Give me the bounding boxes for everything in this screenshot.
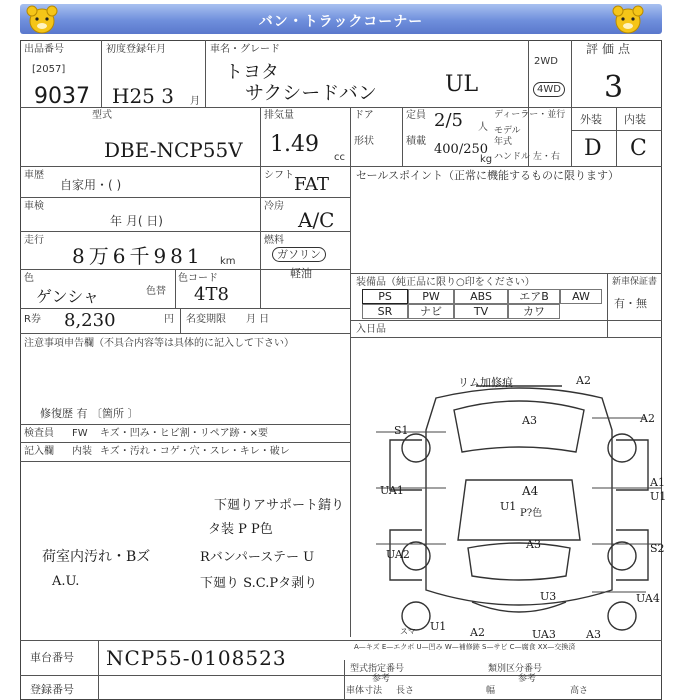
divider	[20, 640, 662, 641]
ext-grade: D	[584, 136, 602, 161]
equip-pw: PW	[408, 289, 454, 304]
type-label: 型式	[92, 110, 112, 121]
divider	[402, 107, 403, 166]
drive-2wd: 2WD	[534, 56, 558, 67]
equip-ps: PS	[362, 289, 408, 304]
rename-label: 名変期限	[186, 314, 226, 325]
color-value: ゲンシャ	[36, 287, 99, 306]
body-size-label: 車体寸法	[346, 686, 383, 696]
damage-mark: A2	[576, 374, 591, 387]
color-code-label: 色コード	[178, 273, 218, 284]
divider	[101, 40, 102, 107]
bear-mascot-icon	[22, 3, 62, 37]
damage-mark: P?色	[520, 508, 543, 519]
divider	[20, 442, 350, 443]
door-label: ドア	[354, 110, 374, 121]
lot-number: 9037	[34, 84, 90, 109]
divider	[571, 40, 572, 166]
inspector-int-items: キズ・汚れ・コゲ・穴・スレ・キレ・破レ	[100, 446, 290, 457]
damage-mark: A2	[470, 626, 485, 639]
fuel-label: 燃料	[264, 235, 284, 246]
inspection-value: 年 月( 日)	[110, 214, 163, 228]
lot-number-label: 出品番号	[24, 44, 64, 55]
model-name: サクシードバン	[245, 82, 377, 104]
fuel-gasoline: ガソリン	[272, 247, 326, 262]
divider	[20, 461, 350, 462]
divider	[260, 107, 261, 166]
color-label: 色	[24, 273, 34, 284]
divider	[20, 197, 350, 198]
fuel-diesel: 軽油	[290, 267, 312, 280]
type-cert-label: 型式指定番号	[350, 664, 405, 674]
ac-label: 冷房	[264, 201, 284, 212]
remark-left-2: A.U.	[52, 574, 80, 589]
damage-mark: U1	[430, 620, 447, 633]
divider	[607, 273, 608, 337]
equip-airbag: エアB	[508, 289, 560, 304]
in-date-label: 入日品	[356, 324, 386, 335]
header-bar	[20, 4, 662, 34]
remark-line-1: 下廻りアサポート錆り	[214, 498, 345, 513]
mileage-value: 8万6千981	[72, 244, 204, 268]
inspector-fw-items: キズ・凹み・ヒビ割・リペア跡・×要	[100, 428, 268, 439]
chassis-label: 車台番号	[30, 651, 74, 664]
shift-label: シフト	[264, 170, 294, 181]
load-unit: kg	[480, 154, 493, 165]
capacity-unit: 人	[478, 122, 488, 133]
recycle-unit: 円	[164, 314, 174, 325]
inspector-label: 検査員	[24, 428, 54, 439]
registration-label: 登録番号	[30, 683, 74, 696]
equip-navi: ナビ	[408, 304, 454, 319]
ac-value: A/C	[298, 208, 335, 232]
inspector-fw: FW	[72, 428, 88, 439]
sales-point-label: セールスポイント（正常に機能するものに限ります）	[356, 169, 620, 182]
first-reg-value: H25 3	[112, 84, 174, 108]
damage-mark: UA3	[532, 628, 556, 641]
remark-line-4: 下廻り S.C.Pタ剥り	[200, 576, 318, 591]
divider	[260, 166, 261, 308]
displacement-unit: cc	[334, 152, 345, 163]
shift-value: FAT	[294, 174, 329, 195]
divider	[175, 269, 176, 308]
recycle-label: R券	[24, 314, 41, 325]
equip-aw: AW	[560, 289, 602, 304]
damage-mark: スマ	[400, 627, 416, 636]
damage-mark: A2	[640, 412, 655, 425]
divider	[528, 40, 529, 166]
divider	[350, 337, 662, 338]
damage-mark: A3	[586, 628, 601, 641]
drive-4wd: 4WD	[533, 82, 565, 97]
divider	[98, 640, 99, 700]
divider	[20, 675, 662, 676]
new-car-warranty-label: 新車保証書	[612, 277, 658, 287]
diagram-legend: A—キズ E—エクボ U—凹み W—補修跡 S—サビ C—腐食 XX—交換済	[354, 643, 576, 651]
equip-abs: ABS	[454, 289, 508, 304]
divider	[180, 308, 181, 333]
capacity-value: 2/5	[434, 110, 463, 131]
mileage-label: 走行	[24, 235, 44, 246]
divider	[20, 166, 662, 167]
divider	[20, 333, 350, 334]
handle-label: ハンドル 左・右	[494, 152, 560, 162]
divider	[350, 320, 662, 321]
equip-sr: SR	[362, 304, 408, 319]
remark-line-2: タ装 P P色	[208, 522, 273, 537]
divider	[20, 107, 571, 108]
divider	[350, 107, 351, 337]
capacity-label: 定員	[406, 110, 426, 121]
displacement-value: 1.49	[270, 132, 319, 157]
equip-leather: カワ	[508, 304, 560, 319]
damage-mark: A1	[650, 476, 665, 489]
inspection-label: 車検	[24, 201, 44, 212]
height-label: 高さ	[570, 686, 589, 696]
load-value: 400/250	[434, 142, 489, 157]
inspector-field-label: 記入欄	[24, 446, 54, 457]
int-label: 内装	[624, 113, 646, 126]
color-code: 4T8	[194, 284, 229, 305]
damage-mark: A4	[522, 484, 539, 498]
divider	[616, 107, 617, 166]
rename-value: 月 日	[246, 314, 270, 325]
dealer-label: ディーラー・並行	[494, 110, 566, 120]
width-label: 幅	[486, 686, 496, 696]
divider	[350, 337, 351, 637]
damage-mark: UA4	[636, 592, 660, 605]
divider	[20, 424, 350, 425]
divider	[205, 40, 206, 107]
damage-mark: S2	[650, 542, 665, 555]
repair-history: 修復歴 有 〔箇所 〕	[40, 407, 139, 420]
first-reg-unit: 月	[190, 96, 200, 107]
length-label: 長さ	[396, 686, 415, 696]
mileage-unit: km	[220, 256, 236, 267]
damage-diagram	[376, 370, 662, 640]
diagram-top-note: リム加修痕	[458, 376, 513, 389]
load-label: 積載	[406, 136, 426, 147]
ext-label: 外装	[580, 113, 602, 126]
damage-mark: UA1	[380, 484, 404, 497]
remark-left-1: 荷室内汚れ・Bズ	[42, 549, 151, 565]
damage-mark: U1	[500, 500, 517, 513]
score-label: 評価点	[586, 42, 635, 56]
remark-line-3: Rバンパーステー U	[200, 550, 315, 565]
score-value: 3	[604, 70, 624, 105]
shape-label: 形状	[354, 136, 374, 147]
divider	[344, 660, 345, 700]
new-car-warranty-value: 有・無	[614, 297, 647, 310]
chassis-number: NCP55-0108523	[106, 646, 287, 670]
damage-mark: A3	[522, 414, 537, 427]
recycle-value: 8,230	[64, 310, 116, 331]
class-value: 参考	[518, 674, 537, 684]
displacement-label: 排気量	[264, 110, 294, 121]
damage-mark: U1	[650, 490, 667, 503]
inspector-int: 内装	[72, 446, 92, 457]
car-name-label: 車名・グレード	[210, 44, 280, 55]
bear-mascot-icon	[608, 3, 648, 37]
notes-label: 注意事項申告欄（不具合内容等は具体的に記入して下さい）	[24, 338, 294, 349]
header-title: バン・トラックコーナー	[258, 14, 424, 30]
int-grade: C	[630, 136, 647, 161]
type-value: DBE-NCP55V	[104, 138, 243, 162]
class-label: 類別区分番号	[488, 664, 543, 674]
damage-mark: A3	[526, 538, 541, 551]
equip-tv: TV	[454, 304, 508, 319]
damage-mark: S1	[394, 424, 409, 437]
type-cert-value: 参考	[372, 674, 391, 684]
model-year-label: モデル 年式	[494, 126, 521, 147]
grade-name: UL	[445, 72, 479, 97]
damage-mark: U3	[540, 590, 557, 603]
lot-prefix: [2057]	[32, 64, 66, 75]
history-value: 自家用・( )	[60, 178, 122, 192]
history-label: 車歴	[24, 170, 44, 181]
damage-mark: UA2	[386, 548, 410, 561]
divider	[350, 273, 662, 274]
color-change-label: 色替	[146, 286, 166, 297]
equipment-label: 装備品（純正品に限り○印をください）	[356, 277, 535, 288]
maker-name: トヨタ	[225, 62, 279, 83]
first-reg-label: 初度登録年月	[106, 44, 166, 55]
divider	[20, 308, 350, 309]
